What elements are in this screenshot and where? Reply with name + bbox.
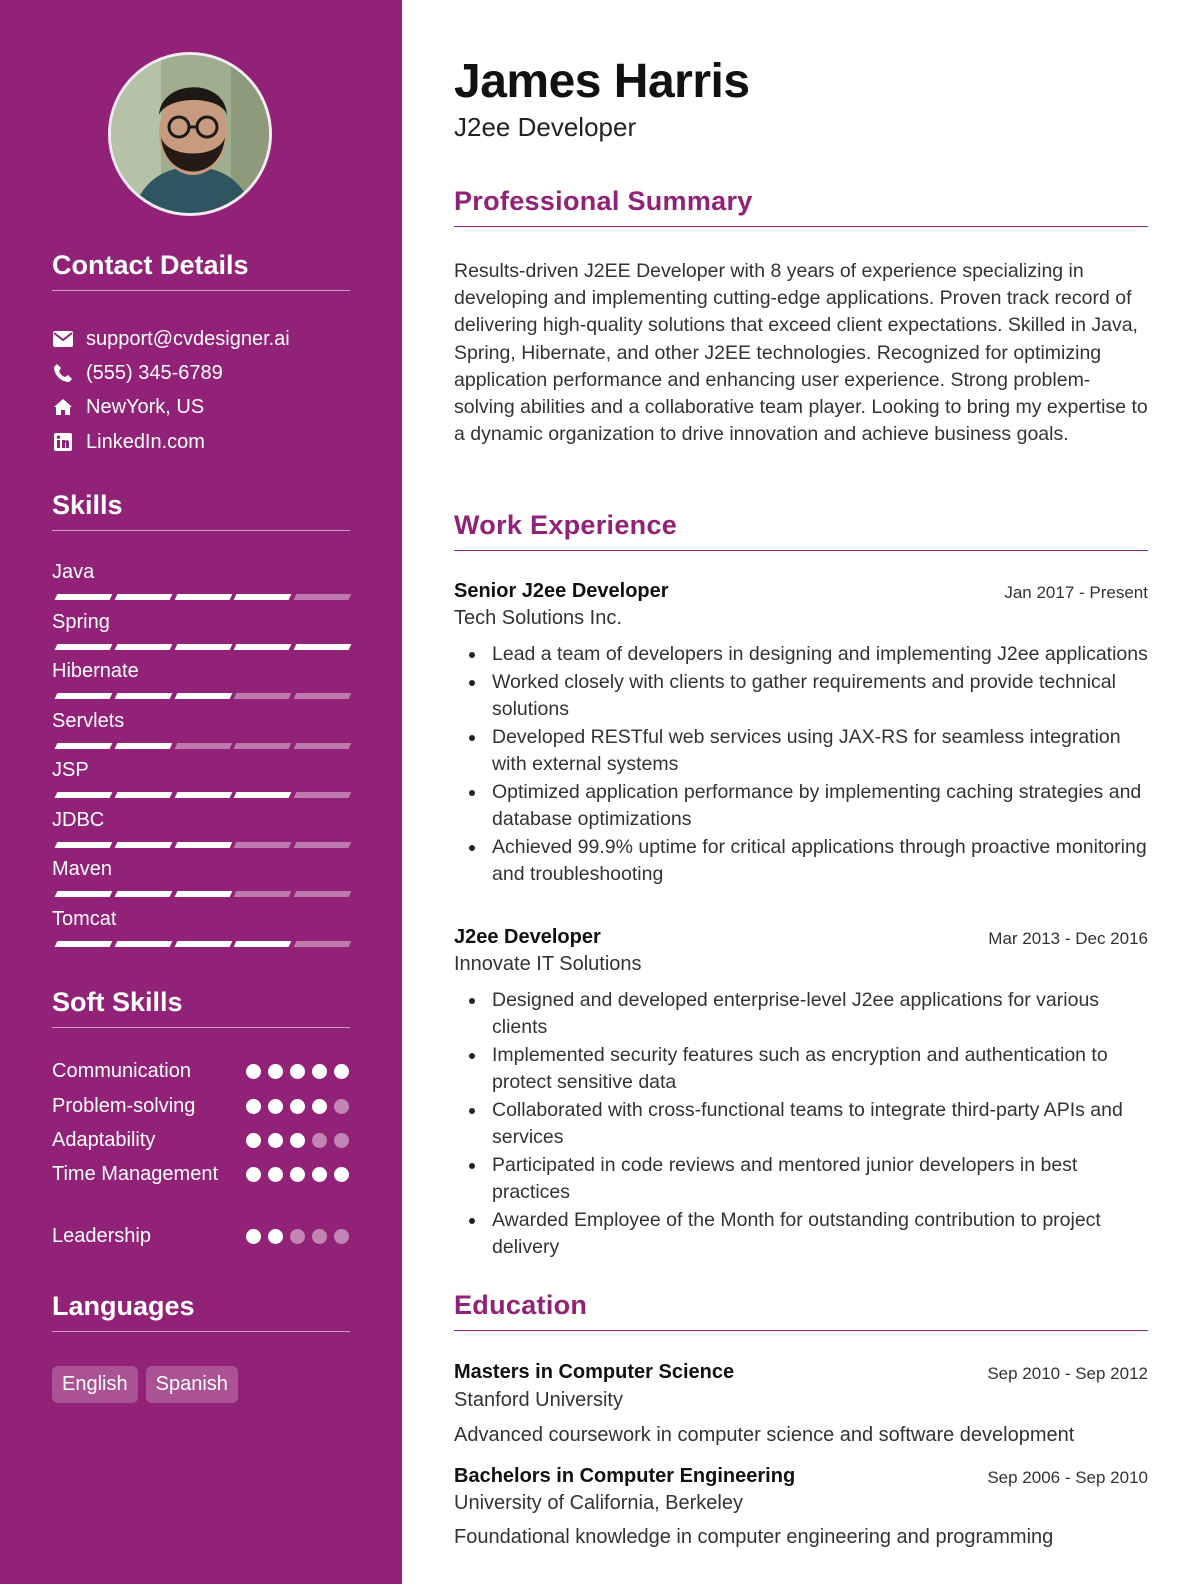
rating-dot-filled bbox=[246, 1229, 261, 1244]
language-tag: English bbox=[52, 1366, 138, 1403]
skill-segment-filled bbox=[114, 891, 172, 897]
skill-segment-filled bbox=[55, 891, 113, 897]
soft-skill-rating bbox=[246, 1167, 349, 1182]
rating-dot-filled bbox=[312, 1167, 327, 1182]
job-bullet: Achieved 99.9% uptime for critical applications through proactive monitoring and troubleshooting bbox=[454, 834, 1148, 888]
skills-heading: Skills bbox=[52, 490, 350, 531]
languages-list bbox=[52, 1366, 238, 1403]
skill-segment-filled bbox=[234, 594, 292, 600]
skill-segment-filled bbox=[114, 743, 172, 749]
contact-location bbox=[52, 393, 204, 421]
home-icon bbox=[52, 396, 74, 418]
rating-dot-filled bbox=[290, 1167, 305, 1182]
rating-dot-filled bbox=[290, 1064, 305, 1079]
language-tag: Spanish bbox=[146, 1366, 238, 1403]
rating-dot-empty bbox=[290, 1229, 305, 1244]
skill-level-bar bbox=[52, 644, 350, 650]
rating-dot-empty bbox=[334, 1133, 349, 1148]
rating-dot-filled bbox=[268, 1229, 283, 1244]
soft-skill-rating bbox=[246, 1064, 349, 1079]
job-bullet: Lead a team of developers in designing and implementing J2ee applications bbox=[454, 641, 1148, 668]
contact-email-text: support@cvdesigner.ai bbox=[86, 327, 290, 350]
contact-email[interactable] bbox=[52, 325, 290, 353]
soft-skill-name: Adaptability bbox=[52, 1129, 156, 1151]
education-dates: Sep 2010 - Sep 2012 bbox=[987, 1364, 1148, 1383]
job-bullet: Participated in code reviews and mentored junior developers in best practices bbox=[454, 1152, 1148, 1206]
phone-icon bbox=[52, 362, 74, 384]
experience-heading: Work Experience bbox=[454, 510, 1148, 551]
skill-name: Tomcat bbox=[52, 907, 117, 930]
skill-segment-filled bbox=[55, 693, 113, 699]
job-bullet: Designed and developed enterprise-level J2ee applications for various clients bbox=[454, 987, 1148, 1041]
skill-segment-empty bbox=[294, 594, 352, 600]
job-bullet: Optimized application performance by implementing caching strategies and database optimizations bbox=[454, 779, 1148, 833]
rating-dot-filled bbox=[312, 1099, 327, 1114]
skill-segment-empty bbox=[294, 743, 352, 749]
sidebar bbox=[0, 0, 402, 1584]
rating-dot-filled bbox=[334, 1167, 349, 1182]
education-degree: Masters in Computer Science bbox=[454, 1361, 735, 1383]
skill-segment-empty bbox=[234, 743, 292, 749]
skill-segment-empty bbox=[294, 693, 352, 699]
skill-segment-empty bbox=[294, 891, 352, 897]
education-heading: Education bbox=[454, 1290, 1148, 1331]
skill-name: Spring bbox=[52, 610, 110, 633]
rating-dot-empty bbox=[334, 1099, 349, 1114]
rating-dot-filled bbox=[268, 1099, 283, 1114]
skill-segment-empty bbox=[234, 693, 292, 699]
skill-segment-empty bbox=[294, 842, 352, 848]
summary-text: Results-driven J2EE Developer with 8 years of experience specializing in developing and implementing cutting-edge applications. Proven track record of delivering high-quality solutions that exceed client expectations. Skilled in Java, Spring, Hibernate, and other J2EE technologies. Recognized for optimizing application performance and enhancing user experience. Strong problem-solving abilities and a collaborative team player. Looking to bring my expertise to a dynamic organization to drive innovation and achieve business goals. bbox=[454, 260, 1148, 446]
skill-segment-filled bbox=[234, 941, 292, 947]
soft-skill-rating bbox=[246, 1099, 349, 1114]
rating-dot-filled bbox=[312, 1064, 327, 1079]
candidate-title: J2ee Developer bbox=[454, 112, 637, 142]
soft-skill-name: Communication bbox=[52, 1060, 191, 1082]
skill-segment-empty bbox=[234, 842, 292, 848]
job-bullet: Developed RESTful web services using JAX-RS for seamless integration with external systems bbox=[454, 724, 1148, 778]
skill-segment-filled bbox=[174, 644, 232, 650]
skill-segment-filled bbox=[174, 594, 232, 600]
skill-level-bar bbox=[52, 941, 350, 947]
soft-skill-name: Time Management bbox=[52, 1163, 218, 1185]
skill-name: Maven bbox=[52, 858, 113, 880]
rating-dot-filled bbox=[268, 1167, 283, 1182]
job-bullets bbox=[454, 641, 1148, 889]
skill-name: Hibernate bbox=[52, 660, 139, 682]
skill-segment-filled bbox=[294, 644, 352, 650]
rating-dot-filled bbox=[334, 1064, 349, 1079]
rating-dot-filled bbox=[246, 1167, 261, 1182]
education-school: University of California, Berkeley bbox=[454, 1492, 743, 1514]
education-dates: Sep 2006 - Sep 2010 bbox=[987, 1468, 1148, 1487]
education-school: Stanford University bbox=[454, 1389, 623, 1411]
skill-segment-filled bbox=[174, 891, 232, 897]
skill-segment-filled bbox=[174, 792, 232, 798]
skill-segment-filled bbox=[55, 644, 113, 650]
rating-dot-filled bbox=[246, 1133, 261, 1148]
job-company: Tech Solutions Inc. bbox=[454, 607, 622, 629]
education-description: Foundational knowledge in computer engineering and programming bbox=[454, 1526, 1054, 1548]
job-bullet: Collaborated with cross-functional teams to integrate third-party APIs and services bbox=[454, 1097, 1148, 1151]
skill-segment-filled bbox=[234, 644, 292, 650]
job-company: Innovate IT Solutions bbox=[454, 953, 642, 975]
skill-name: JDBC bbox=[52, 808, 105, 831]
skill-segment-filled bbox=[55, 842, 113, 848]
skill-segment-filled bbox=[114, 792, 172, 798]
soft-skill-rating bbox=[246, 1229, 349, 1244]
skill-level-bar bbox=[52, 842, 350, 848]
main-content bbox=[454, 0, 1148, 1584]
rating-dot-filled bbox=[246, 1099, 261, 1114]
skill-level-bar bbox=[52, 594, 350, 600]
skill-segment-filled bbox=[114, 693, 172, 699]
summary-heading: Professional Summary bbox=[454, 186, 1148, 227]
skill-segment-filled bbox=[174, 941, 232, 947]
languages-heading: Languages bbox=[52, 1291, 350, 1332]
job-title: J2ee Developer bbox=[454, 926, 601, 948]
job-bullets bbox=[454, 987, 1148, 1262]
skill-level-bar bbox=[52, 743, 350, 749]
rating-dot-filled bbox=[290, 1099, 305, 1114]
rating-dot-filled bbox=[290, 1133, 305, 1148]
skill-level-bar bbox=[52, 891, 350, 897]
job-bullet: Awarded Employee of the Month for outstanding contribution to project delivery bbox=[454, 1207, 1148, 1261]
skill-segment-filled bbox=[114, 842, 172, 848]
skill-level-bar bbox=[52, 792, 350, 798]
job-dates: Mar 2013 - Dec 2016 bbox=[988, 929, 1148, 948]
job-bullet: Worked closely with clients to gather requirements and provide technical solutions bbox=[454, 669, 1148, 723]
skill-segment-empty bbox=[294, 792, 352, 798]
job-title: Senior J2ee Developer bbox=[454, 580, 669, 602]
skill-segment-empty bbox=[174, 743, 232, 749]
skill-name: Java bbox=[52, 561, 95, 583]
envelope-icon bbox=[52, 328, 74, 350]
contact-linkedin-text: LinkedIn.com bbox=[86, 430, 205, 453]
skill-segment-filled bbox=[114, 941, 172, 947]
rating-dot-filled bbox=[268, 1133, 283, 1148]
contact-location-text: NewYork, US bbox=[86, 395, 205, 418]
rating-dot-empty bbox=[312, 1133, 327, 1148]
rating-dot-filled bbox=[268, 1064, 283, 1079]
skill-segment-filled bbox=[234, 792, 292, 798]
candidate-name: James Harris bbox=[454, 55, 750, 108]
rating-dot-empty bbox=[312, 1229, 327, 1244]
skill-segment-filled bbox=[114, 644, 172, 650]
soft-skill-name: Problem-solving bbox=[52, 1095, 196, 1117]
skill-segment-filled bbox=[114, 594, 172, 600]
linkedin-icon bbox=[52, 431, 74, 453]
skill-segment-filled bbox=[174, 842, 232, 848]
skill-segment-empty bbox=[234, 891, 292, 897]
skill-name: JSP bbox=[52, 759, 89, 781]
soft-skills-heading: Soft Skills bbox=[52, 987, 350, 1028]
skill-segment-filled bbox=[174, 693, 232, 699]
skill-name: Servlets bbox=[52, 709, 125, 732]
soft-skill-rating bbox=[246, 1133, 349, 1148]
soft-skill-name: Leadership bbox=[52, 1225, 151, 1247]
contact-phone[interactable] bbox=[52, 359, 223, 387]
contact-phone-text: (555) 345-6789 bbox=[86, 361, 223, 384]
skill-segment-filled bbox=[55, 743, 113, 749]
rating-dot-filled bbox=[246, 1064, 261, 1079]
skill-segment-filled bbox=[55, 594, 113, 600]
contact-linkedin[interactable] bbox=[52, 428, 205, 456]
job-dates: Jan 2017 - Present bbox=[1004, 583, 1148, 602]
skill-segment-filled bbox=[55, 941, 113, 947]
skill-segment-filled bbox=[55, 792, 113, 798]
contact-heading: Contact Details bbox=[52, 250, 350, 291]
job-bullet: Implemented security features such as encryption and authentication to protect sensitive data bbox=[454, 1042, 1148, 1096]
skill-segment-empty bbox=[294, 941, 352, 947]
rating-dot-empty bbox=[334, 1229, 349, 1244]
skill-level-bar bbox=[52, 693, 350, 699]
education-degree: Bachelors in Computer Engineering bbox=[454, 1465, 796, 1487]
education-description: Advanced coursework in computer science and software development bbox=[454, 1424, 1075, 1446]
profile-photo bbox=[108, 52, 272, 216]
